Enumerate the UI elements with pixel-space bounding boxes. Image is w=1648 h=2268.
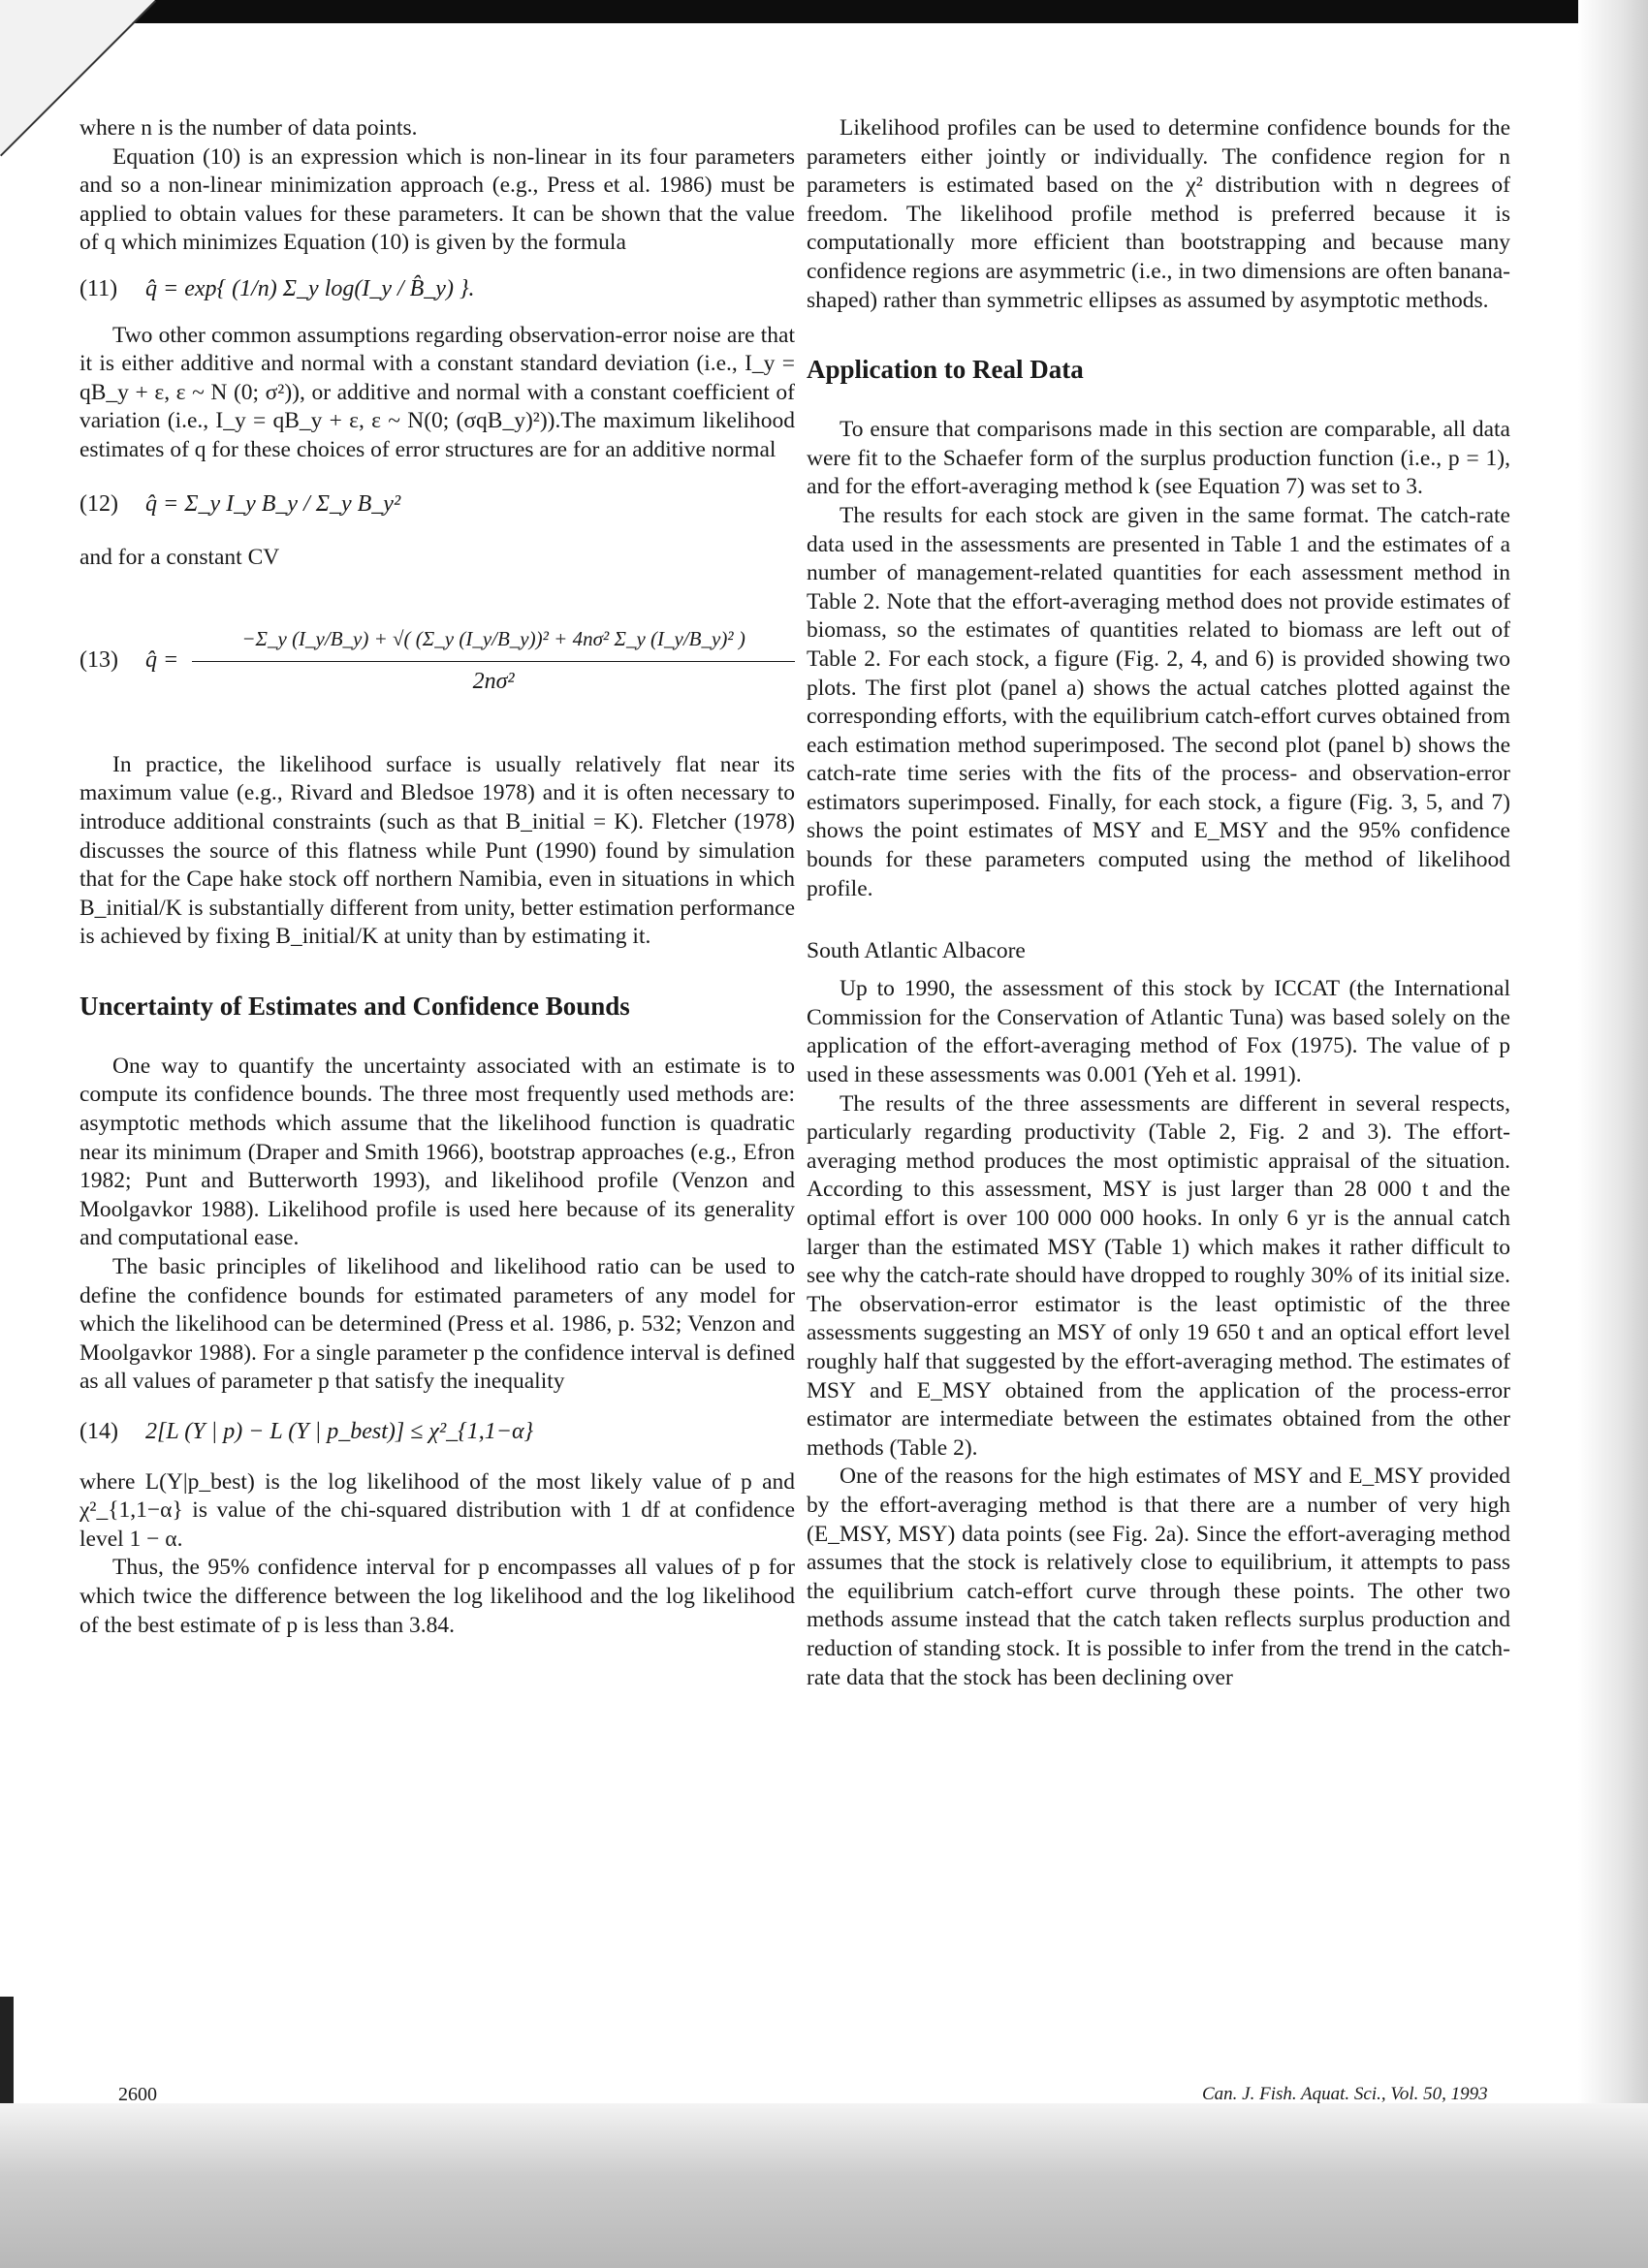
scan-edge-right	[1578, 0, 1648, 2268]
section-heading: Uncertainty of Estimates and Confidence Bounds	[79, 991, 630, 1021]
equation-number: (14)	[79, 1419, 118, 1444]
paragraph: The results of the three assessments are different in several respects, particularly regarding productivity (Table 2, Fig. 2 and 3). The effort-averaging method produces the most optimistic appraisal of the situation. According to this assessment, MSY is just larger than 28 000 t and the optimal effort is over 100 000 000 hooks. In only 6 yr is the annual catch larger than the estimated MSY (Table 1) which makes it rather difficult to see why the catch-rate should have dropped to roughly 30% of its initial size. The observation-error estimator is the least optimistic of the three assessments suggesting an MSY of only 19 650 t and an optical effort level roughly half that suggested by the effort-averaging method. The estimates of MSY and E_MSY obtained from the application of the process-error estimator are intermediate between the estimates obtained from the other methods (Table 2).	[807, 1090, 1510, 1461]
page-number: 2600	[118, 2084, 157, 2105]
equation-12	[79, 490, 795, 520]
paragraph: where L(Y|p_best) is the log likelihood of the most likely value of p and χ²_{1,1−α} is value of the chi-squared distribution with 1 df at confidence level 1 − α.	[79, 1468, 795, 1552]
journal-citation: Can. J. Fish. Aquat. Sci., Vol. 50, 1993	[1202, 2084, 1488, 2104]
paragraph: To ensure that comparisons made in this section are comparable, all data were fit to the Schaefer form of the surplus production function (i.e., p = 1), and for the effort-averaging method k (see Equation 7) was set to 3.	[807, 417, 1510, 500]
equation-body: q̂ = exp{ (1/n) Σ_y log(I_y / B̂_y) }.	[145, 275, 475, 301]
paragraph: Likelihood profiles can be used to determine confidence bounds for the parameters either jointly or individually. The confidence region for n parameters is estimated based on the χ² distribution with n degrees of freedom. The likelihood profile method is preferred because it is computationally more efficient than bootstrapping and because many confidence regions are asymmetric (i.e., in two dimensions are often banana-shaped) rather than symmetric ellipses as assumed by asymptotic methods.	[807, 115, 1510, 313]
paragraph: and for a constant CV	[79, 545, 280, 571]
equation-lhs: q̂ =	[145, 646, 179, 673]
right-column	[807, 114, 1510, 1692]
paragraph: Equation (10) is an expression which is non-linear in its four parameters and so a non-linear minimization approach (e.g., Press et al. 1986) must be applied to obtain values for these parameters. It can be shown that the value of q which minimizes Equation (10) is given by the formula	[79, 143, 795, 256]
paragraph: One of the reasons for the high estimates of MSY and E_MSY provided by the effort-averaging method is that there are a number of very high (E_MSY, MSY) data points (see Fig. 2a). Since the effort-averaging method assumes that the stock is relatively close to equilibrium, it attempts to pass the equilibrium catch-effort curve through these points. The other two methods assume instead that the catch taken reflects surplus production and reduction of standing stock. It is possible to infer from the trend in the catch-rate data that the stock has been declining over	[807, 1464, 1510, 1690]
equation-number: (12)	[79, 490, 118, 517]
scan-edge-left-mark	[0, 1997, 14, 2103]
left-column	[79, 114, 795, 1640]
paragraph: The results for each stock are given in the same format. The catch-rate data used in the assessments are presented in Table 1 and the estimates of a number of management-related quantities for each assessment method in Table 2. Note that the effort-averaging method does not provide estimates of biomass, so the estimates of quantities related to biomass are left out of Table 2. For each stock, a figure (Fig. 2, 4, and 6) is provided showing two plots. The first plot (panel a) shows the actual catches plotted against the corresponding efforts, with the equilibrium catch-effort curves obtained from each estimation method superimposed. The second plot (panel b) shows the catch-rate time series with the fits of the process- and observation-error estimators superimposed. Finally, for each stock, a figure (Fig. 3, 5, and 7) shows the point estimates of MSY and E_MSY and the 95% confidence bounds for these parameters computed using the method of likelihood profile.	[807, 502, 1510, 901]
equation-11	[79, 275, 795, 304]
subsection-heading: South Atlantic Albacore	[807, 938, 1026, 964]
paragraph: Two other common assumptions regarding observation-error noise are that it is either additive and normal with a constant standard deviation (i.e., I_y = qB_y + ε, ε ~ N (0; σ²)), or additive and normal with a constant coefficient of variation (i.e., I_y = qB_y + ε, ε ~ N(0; (σqB_y)²)).The maximum likelihood estimates of q for these choices of error structures are for an additive normal	[79, 322, 795, 462]
paragraph: In practice, the likelihood surface is usually relatively flat near its maximum value (e.g., Rivard and Bledsoe 1978) and it is often necessary to introduce additional constraints (such as that B_initial = K). Fletcher (1978) discusses the source of this flatness while Punt (1990) found by simulation that for the Cape hake stock off northern Namibia, even in situations in which B_initial/K is substantially different from unity, better estimation performance is achieved by fixing B_initial/K at unity than by estimating it.	[79, 751, 795, 950]
paragraph: Up to 1990, the assessment of this stock by ICCAT (the International Commission for the Conservation of Atlantic Tuna) was based solely on the application of the effort-averaging method of Fox (1975). The value of p used in these assessments was 0.001 (Yeh et al. 1991).	[807, 976, 1510, 1088]
section-heading: Application to Real Data	[807, 355, 1084, 385]
equation-body: 2[L (Y | p) − L (Y | p_best)] ≤ χ²_{1,1−α}	[145, 1419, 534, 1444]
paragraph: One way to quantify the uncertainty associated with an estimate is to compute its confidence bounds. The three most frequently used methods are: asymptotic methods which assume that the likelihood function is quadratic near its minimum (Draper and Smith 1966), bootstrap approaches (e.g., Efron 1982; Punt and Butterworth 1993), and likelihood profile (Venzon and Moolgavkor 1988). Likelihood profile is used here because of its generality and computational ease.	[79, 1053, 795, 1251]
equation-numerator: −Σ_y (I_y/B_y) + √( (Σ_y (I_y/B_y))² + 4nσ² Σ_y (I_y/B_y)² )	[241, 626, 745, 650]
equation-denominator: 2nσ²	[472, 669, 515, 695]
equation-number: (11)	[79, 275, 118, 301]
equation-14	[79, 1418, 795, 1447]
paragraph: where n is the number of data points.	[79, 115, 418, 141]
equation-fraction	[192, 625, 795, 697]
equation-number: (13)	[79, 646, 118, 673]
scan-edge-top	[0, 0, 1590, 23]
paragraph: Thus, the 95% confidence interval for p encompasses all values of p for which twice the difference between the log likelihood and the log likelihood of the best estimate of p is less than 3.84.	[79, 1555, 795, 1638]
equation-13	[79, 594, 795, 728]
paragraph: The basic principles of likelihood and likelihood ratio can be used to define the confidence bounds for estimated parameters of any model for which the likelihood can be determined (Press et al. 1986, p. 532; Venzon and Moolgavkor 1988). For a single parameter p the confidence interval is defined as all values of parameter p that satisfy the inequality	[79, 1254, 795, 1395]
scan-edge-bottom	[0, 2103, 1648, 2268]
equation-body: q̂ = Σ_y I_y B_y / Σ_y B_y²	[145, 490, 401, 517]
